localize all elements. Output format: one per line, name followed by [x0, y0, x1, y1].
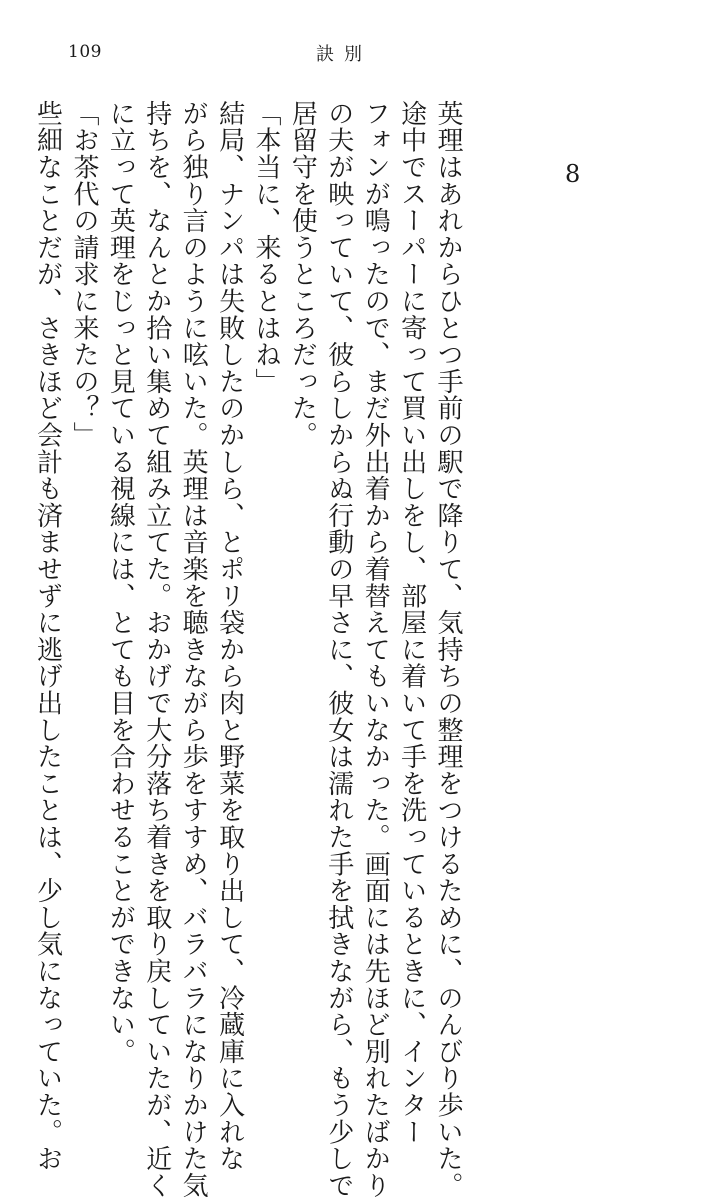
text-line: 居留守を使うところだった。 [287, 100, 318, 449]
text-line: 持ちを、なんとか拾い集めて組み立てた。おかげで大分落ち着きを取り戻していたが、近く [141, 100, 172, 1199]
text-line: 途中でスーパーに寄って買い出しをし、部屋に着いて手を洗っているときに、インター [396, 100, 427, 1146]
text-line: 英理はあれからひとつ手前の駅で降りて、気持ちの整理をつけるために、のんびり歩いた。 [433, 100, 463, 1199]
text-line: がら独り言のように呟いた。英理は音楽を聴きながら歩をすすめ、バラバラになりかけた気 [178, 100, 209, 1199]
text-line: に立って英理をじっと見ている視線には、とても目を合わせることができない。 [105, 100, 136, 1065]
text-line: 結局、ナンパは失敗したのかしら、とポリ袋から肉と野菜を取り出して、冷蔵庫に入れな [214, 100, 245, 1172]
text-line: フォンが鳴ったので、まだ外出着から着替えてもいなかった。画面には先ほど別れたばかり [360, 100, 391, 1199]
text-line: 些細なことだが、さきほど会計も済ませずに逃げ出したことは、少し気になっていた。お [32, 100, 63, 1172]
body-text [32, 100, 466, 1199]
text-line: 「本当に、来るとはね」 [250, 100, 281, 395]
running-header: 訣別 [316, 44, 372, 65]
chapter-number: 8 [565, 160, 581, 188]
text-line: 「お茶代の請求に来たの？」 [68, 100, 99, 449]
text-line: の夫が映っていて、彼らしからぬ行動の早さに、彼女は濡れた手を拭きながら、もう少しで [323, 100, 354, 1199]
page-number: 109 [68, 42, 102, 62]
